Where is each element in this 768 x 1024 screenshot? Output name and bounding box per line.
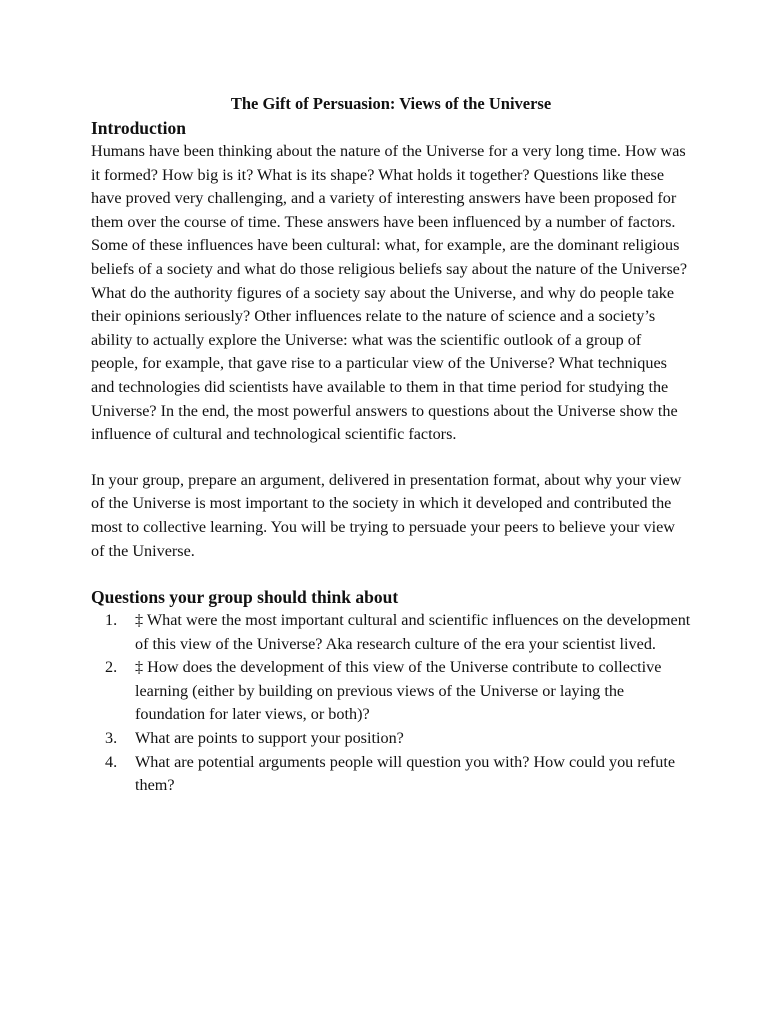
question-number: 2. (105, 658, 118, 677)
question-item (91, 609, 691, 656)
questions-list (91, 609, 691, 798)
document-title: The Gift of Persuasion: Views of the Universe (230, 94, 552, 113)
question-text: ‡ How does the development of this view of the Universe contribute to collective learning (either by building on previous views of the Universe or laying the foundation for later views, or both)? (135, 658, 662, 724)
question-number: 3. (105, 729, 118, 748)
question-text: What are points to support your position? (135, 729, 404, 748)
question-item (91, 727, 691, 751)
question-item (91, 656, 691, 727)
question-text: ‡ What were the most important cultural and scientific influences on the development of this view of the Universe? Aka research culture of the era your scientist lived. (135, 611, 691, 653)
document-page (91, 92, 691, 798)
question-item (91, 751, 691, 798)
introduction-paragraph: Humans have been thinking about the nature of the Universe for a very long time. How was it formed? How big is it? What is its shape? What holds it together? Questions like these have proved very challenging, and a variety of interesting answers have been proposed for them over the course of time. These answers have been influenced by a number of factors. Some of these influences have been cultural: what, for example, are the dominant religious beliefs of a society and what do those religious beliefs say about the nature of the Universe? What do the authority figures of a society say about the Universe, and why do people take their opinions seriously? Other influences relate to the nature of science and a society’s ability to actually explore the Universe: what was the scientific outlook of a group of people, for example, that gave rise to a particular view of the Universe? What techniques and technologies did scientists have available to them in that time period for studying the Universe? In the end, the most powerful answers to questions about the Universe show the influence of cultural and technological scientific factors. (91, 142, 688, 444)
question-text: What are potential arguments people will question you with? How could you refute them? (135, 752, 676, 795)
introduction-heading: Introduction (91, 118, 186, 138)
question-number: 1. (105, 611, 118, 630)
task-paragraph: In your group, prepare an argument, delivered in presentation format, about why your view of the Universe is most important to the society in which it developed and contributed the most to collective learning. You will be trying to persuade your peers to believe your view of the Universe. (91, 470, 682, 560)
questions-heading: Questions your group should think about (91, 587, 399, 608)
question-number: 4. (105, 752, 118, 771)
